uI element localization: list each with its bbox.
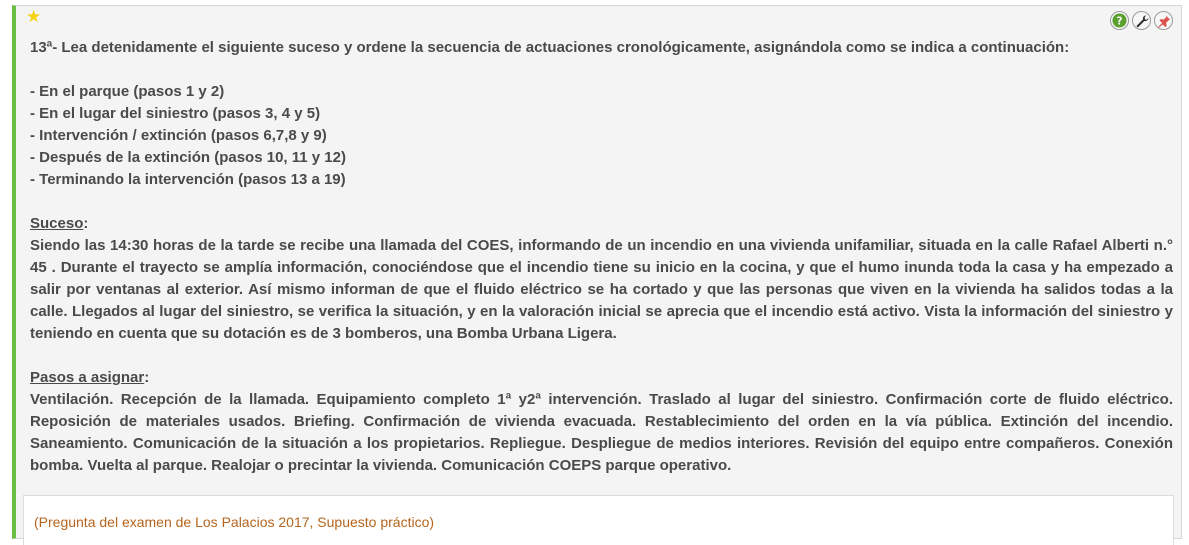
suceso-colon: : — [83, 215, 89, 232]
help-icon — [1112, 13, 1127, 28]
help-button[interactable] — [1110, 11, 1129, 30]
svg-text:?: ? — [1116, 15, 1123, 28]
pasos-heading — [30, 367, 1173, 389]
pin-button[interactable] — [1154, 11, 1173, 30]
wrench-icon — [1135, 14, 1149, 28]
suceso-text: Siendo las 14:30 horas de la tarde se recibe una llamada del COES, informando de un incendio en una vivienda unifamiliar, situada en la calle Rafael Alberti n.° 45 . Durante el trayecto se amplía información, conociéndose que el incendio tiene su inicio en la cocina, y que el humo inunda toda la casa y ha empezado a salir por ventanas al exterior. Así mismo informan de que el fluido eléctrico se ha cortado y que las personas que viven en la vivienda ha salidos todas a la calle. Llegados al lugar del siniestro, se verifica la situación, y en la valoración inicial se aprecia que el incendio está activo. Vista la información del siniestro y teniendo en cuenta que su dotación es de 3 bomberos, una Bomba Urbana Ligera. — [30, 237, 1173, 342]
question-toolbar — [1110, 11, 1173, 30]
step-item: - Después de la extinción (pasos 10, 11 y 12) — [30, 149, 346, 166]
step-item: - En el parque (pasos 1 y 2) — [30, 83, 225, 100]
edit-button[interactable] — [1132, 11, 1151, 30]
question-title: 13ª- Lea detenidamente el siguiente suceso y ordene la secuencia de actuaciones cronológicamente, asignándola como se indica a continuación: — [30, 39, 1070, 56]
pasos-colon: : — [144, 369, 150, 386]
star-icon[interactable]: ★ — [26, 7, 42, 27]
step-item: - Terminando la intervención (pasos 13 a 19) — [30, 171, 346, 188]
pasos-label: Pasos a asignar — [30, 369, 145, 386]
source-box — [23, 495, 1174, 545]
suceso-heading — [30, 213, 1173, 235]
step-item: - Intervención / extinción (pasos 6,7,8 y 9) — [30, 127, 327, 144]
pin-icon — [1157, 14, 1171, 28]
pasos-text: Ventilación. Recepción de la llamada. Equipamiento completo 1ª y2ª intervención. Traslado al lugar del siniestro. Confirmación corte de fluido eléctrico. Reposición de materiales usados. Briefing. Confirmación de vivienda evacuada. Restablecimiento del orden en la vía pública. Extinción del incendio. Saneamiento. Comunicación de la situación a los propietarios. Repliegue. Despliegue de medios interiores. Revisión del equipo entre compañeros. Conexión bomba. Vuelta al parque. Realojar o precintar la vivienda. Comunicación COEPS parque operativo. — [30, 391, 1173, 474]
question-card — [12, 5, 1182, 539]
source-text: (Pregunta del examen de Los Palacios 2017, Supuesto práctico) — [34, 514, 435, 530]
suceso-label: Suceso — [30, 215, 84, 232]
question-body — [30, 37, 1173, 477]
step-item: - En el lugar del siniestro (pasos 3, 4 y 5) — [30, 105, 321, 122]
